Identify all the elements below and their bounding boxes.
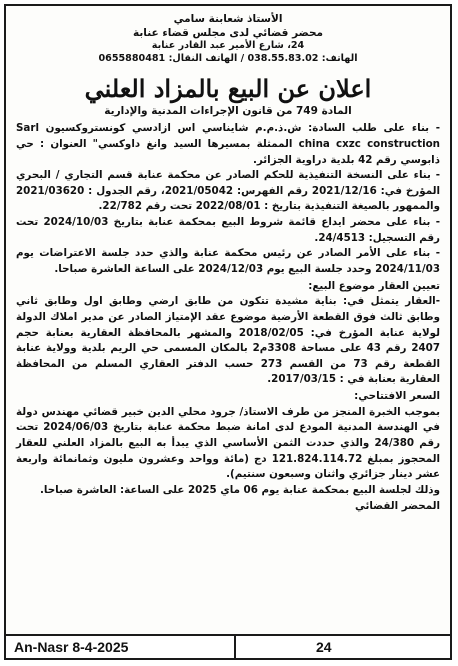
property-heading: تعيين العقار موضوع البيع:	[308, 279, 440, 292]
notice-subtitle: المادة 749 من قانون الإجراءات المدنية والإدارية	[104, 105, 352, 118]
property-description: -العقار يتمثل في: بناية مشيدة تتكون من طابق ارضي وطابق اول وطابق ثاني وطابق ثالث فوق القطعة الأرضية موضوع عقد الإمتياز الصادر عن مدير املاك الدولة لولاية عنابة المؤرخ في: 2018/02/05 والمشهر بالمحافظة العقارية بعنابة حجم 2407 رقم 43 على مساحة 3308م2 بالمكان المسمى حي الريم بلدية وولاية عنابة القطعة رقم 73 من القسم 273 حسب الدفتر العقاري المسلم من المحافظة العقارية بعنابة في : 2017/03/15.	[16, 295, 440, 386]
paragraph-request: - بناء على طلب السادة: ش.ذ.م.م شايناسي اس ازادسي كونستروكسيون Sarl china cxzc construction الممثلة بمسيرها السيد وانغ داوكسي" العنوان : حي ذابوسي رقم 42 بلدية دراوية الجزائر.	[16, 122, 440, 166]
notice-body	[6, 121, 450, 514]
signature: المحضر القضائي	[355, 499, 440, 512]
bailiff-office: محضر قضائي لدى مجلس قضاء عنابة	[132, 27, 324, 40]
legal-notice-page	[4, 4, 452, 660]
bailiff-header	[6, 12, 450, 66]
closing-text: وذلك لجلسة البيع بمحكمة عنابة يوم 06 ماي 2025 على الساعة: العاشرة صباحا.	[39, 483, 440, 496]
paragraph-deposit: - بناء على محضر ايداع قائمة شروط البيع بمحكمة عنابة بتاريخ 2024/10/03 تحت رقم التسجيل: 24/4513.	[16, 216, 441, 244]
newspaper-footer	[6, 634, 450, 658]
bailiff-name: الأستاذ شعابنة سامي	[173, 13, 283, 25]
newspaper-name-date: An-Nasr 8-4-2025	[14, 639, 129, 655]
price-heading: السعر الافتتاحي:	[354, 390, 440, 403]
paragraph-judgment: - بناء على النسخة التنفيذية للحكم الصادر عن محكمة عنابة قسم التجاري / البحري المؤرخ في: 2021/12/16 رقم الفهرس: 2021/05042، رقم الجدول : 2021/03620 والممهور بالصيغة التنفيذية بتاريخ : 2022/08/01 تحت رقم 22/782.	[16, 169, 440, 213]
notice-title: اعلان عن البيع بالمزاد العلني	[84, 74, 372, 104]
page-number: 24	[316, 639, 332, 655]
paragraph-order: - بناء على الأمر الصادر عن رئيس محكمة عنابة والذي حدد جلسة الاعتراضات يوم 2024/11/03 وحدد جلسة البيع يوم 2024/12/03 على الساعة العاشرة صباحا.	[16, 247, 440, 275]
bailiff-address: 24، شارع الأمير عبد القادر عنابة	[151, 40, 305, 52]
price-description: بموجب الخبرة المنجز من طرف الاستاذ/ جرود محلي الدين خبير قضائي مهندس دولة في الهندسة المدنية المودع لدى امانة ضبط محكمة عنابة بتاريخ 2024/06/03 تحت رقم 24/380 والذي حددت الثمن الأساسي الذي يبدأ به البيع بالمزاد العلني للعقار المحجوز بمبلغ 121.824.114.72 دج (مائة وواحد وعشرون مليون وثمانمائة واربعة عشر دينار جزائري واثنان وسبعون سنتيم).	[16, 405, 441, 481]
bailiff-phones: الهاتف: 038.55.83.02 / الهاتف النقال: 0655880481	[98, 53, 358, 65]
